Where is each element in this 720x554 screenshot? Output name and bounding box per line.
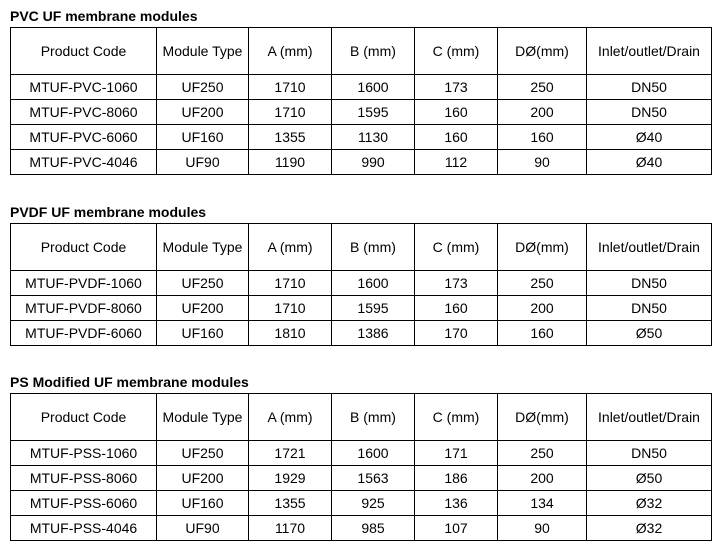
table-row — [11, 75, 712, 100]
table-row — [11, 100, 712, 125]
table-cell: UF250 — [157, 441, 249, 466]
column-header: Product Code — [11, 224, 157, 271]
table-cell: UF250 — [157, 271, 249, 296]
table-cell: Ø50 — [587, 466, 712, 491]
table-row — [11, 271, 712, 296]
section-title: PS Modified UF membrane modules — [10, 374, 249, 390]
column-header: Module Type — [157, 224, 249, 271]
table-cell: MTUF-PSS-8060 — [11, 466, 157, 491]
table-cell: 1929 — [249, 466, 332, 491]
table-cell: 136 — [415, 491, 498, 516]
header-row — [11, 28, 712, 75]
table-cell: 1563 — [332, 466, 415, 491]
table-cell: UF160 — [157, 321, 249, 346]
table-row — [11, 150, 712, 175]
table-cell: 170 — [415, 321, 498, 346]
table-cell: DN50 — [587, 271, 712, 296]
table-cell: Ø32 — [587, 516, 712, 541]
table-cell: 200 — [498, 296, 587, 321]
table-row — [11, 491, 712, 516]
ps-modified-table — [10, 393, 712, 541]
table-cell: DN50 — [587, 296, 712, 321]
column-header: Inlet/outlet/Drain — [587, 394, 712, 441]
table-cell: Ø50 — [587, 321, 712, 346]
table-cell: MTUF-PSS-6060 — [11, 491, 157, 516]
table-cell: Ø40 — [587, 125, 712, 150]
table-cell: DN50 — [587, 100, 712, 125]
table-cell: 1600 — [332, 441, 415, 466]
table-row — [11, 466, 712, 491]
table-cell: 160 — [498, 125, 587, 150]
table-cell: 1355 — [249, 125, 332, 150]
table-cell: 173 — [415, 75, 498, 100]
table-cell: 160 — [415, 125, 498, 150]
table-cell: 1386 — [332, 321, 415, 346]
column-header: Module Type — [157, 394, 249, 441]
table-cell: 1130 — [332, 125, 415, 150]
table-cell: 1721 — [249, 441, 332, 466]
table-cell: 200 — [498, 466, 587, 491]
table-cell: MTUF-PVC-4046 — [11, 150, 157, 175]
column-header: B (mm) — [332, 28, 415, 75]
table-cell: UF90 — [157, 516, 249, 541]
table-cell: 1595 — [332, 100, 415, 125]
column-header: Inlet/outlet/Drain — [587, 28, 712, 75]
column-header: C (mm) — [415, 224, 498, 271]
table-cell: MTUF-PSS-4046 — [11, 516, 157, 541]
table-cell: UF250 — [157, 75, 249, 100]
column-header: A (mm) — [249, 224, 332, 271]
table-cell: 90 — [498, 150, 587, 175]
column-header: DØ(mm) — [498, 28, 587, 75]
table-cell: MTUF-PVC-6060 — [11, 125, 157, 150]
table-cell: 990 — [332, 150, 415, 175]
table-cell: 925 — [332, 491, 415, 516]
table-cell: 160 — [415, 296, 498, 321]
table-cell: 1595 — [332, 296, 415, 321]
table-cell: 200 — [498, 100, 587, 125]
table-cell: 250 — [498, 271, 587, 296]
table-cell: UF200 — [157, 466, 249, 491]
table-cell: UF200 — [157, 100, 249, 125]
table-cell: DN50 — [587, 75, 712, 100]
table-cell: 186 — [415, 466, 498, 491]
table-cell: 171 — [415, 441, 498, 466]
table-cell: MTUF-PVC-8060 — [11, 100, 157, 125]
table-cell: 90 — [498, 516, 587, 541]
table-cell: UF160 — [157, 125, 249, 150]
table-cell: 1710 — [249, 100, 332, 125]
table-row — [11, 321, 712, 346]
column-header: A (mm) — [249, 394, 332, 441]
column-header: Module Type — [157, 28, 249, 75]
table-cell: 160 — [498, 321, 587, 346]
table-cell: MTUF-PVDF-1060 — [11, 271, 157, 296]
table-cell: UF90 — [157, 150, 249, 175]
table-cell: MTUF-PVDF-6060 — [11, 321, 157, 346]
header-row — [11, 224, 712, 271]
table-row — [11, 125, 712, 150]
table-cell: 1710 — [249, 75, 332, 100]
table-cell: 1600 — [332, 75, 415, 100]
section-title: PVDF UF membrane modules — [10, 204, 207, 220]
table-cell: DN50 — [587, 441, 712, 466]
table-cell: 107 — [415, 516, 498, 541]
table-cell: 250 — [498, 75, 587, 100]
table-cell: UF200 — [157, 296, 249, 321]
column-header: DØ(mm) — [498, 394, 587, 441]
column-header: Product Code — [11, 394, 157, 441]
table-cell: 1190 — [249, 150, 332, 175]
column-header: DØ(mm) — [498, 224, 587, 271]
table-cell: UF160 — [157, 491, 249, 516]
table-cell: 1600 — [332, 271, 415, 296]
column-header: A (mm) — [249, 28, 332, 75]
table-cell: 160 — [415, 100, 498, 125]
table-row — [11, 441, 712, 466]
table-row — [11, 296, 712, 321]
header-row — [11, 394, 712, 441]
table-cell: MTUF-PVC-1060 — [11, 75, 157, 100]
table-cell: 1710 — [249, 296, 332, 321]
table-cell: 985 — [332, 516, 415, 541]
section-title: PVC UF membrane modules — [10, 8, 198, 24]
table-cell: 112 — [415, 150, 498, 175]
table-cell: Ø32 — [587, 491, 712, 516]
table-cell: 134 — [498, 491, 587, 516]
table-cell: 1810 — [249, 321, 332, 346]
table-cell: MTUF-PVDF-8060 — [11, 296, 157, 321]
pvdf-table — [10, 223, 712, 346]
table-cell: 1170 — [249, 516, 332, 541]
column-header: Product Code — [11, 28, 157, 75]
table-cell: 173 — [415, 271, 498, 296]
column-header: B (mm) — [332, 224, 415, 271]
column-header: C (mm) — [415, 28, 498, 75]
table-cell: 1355 — [249, 491, 332, 516]
column-header: Inlet/outlet/Drain — [587, 224, 712, 271]
pvc-table — [10, 27, 712, 175]
column-header: C (mm) — [415, 394, 498, 441]
table-row — [11, 516, 712, 541]
table-cell: Ø40 — [587, 150, 712, 175]
table-cell: 250 — [498, 441, 587, 466]
column-header: B (mm) — [332, 394, 415, 441]
table-cell: 1710 — [249, 271, 332, 296]
table-cell: MTUF-PSS-1060 — [11, 441, 157, 466]
